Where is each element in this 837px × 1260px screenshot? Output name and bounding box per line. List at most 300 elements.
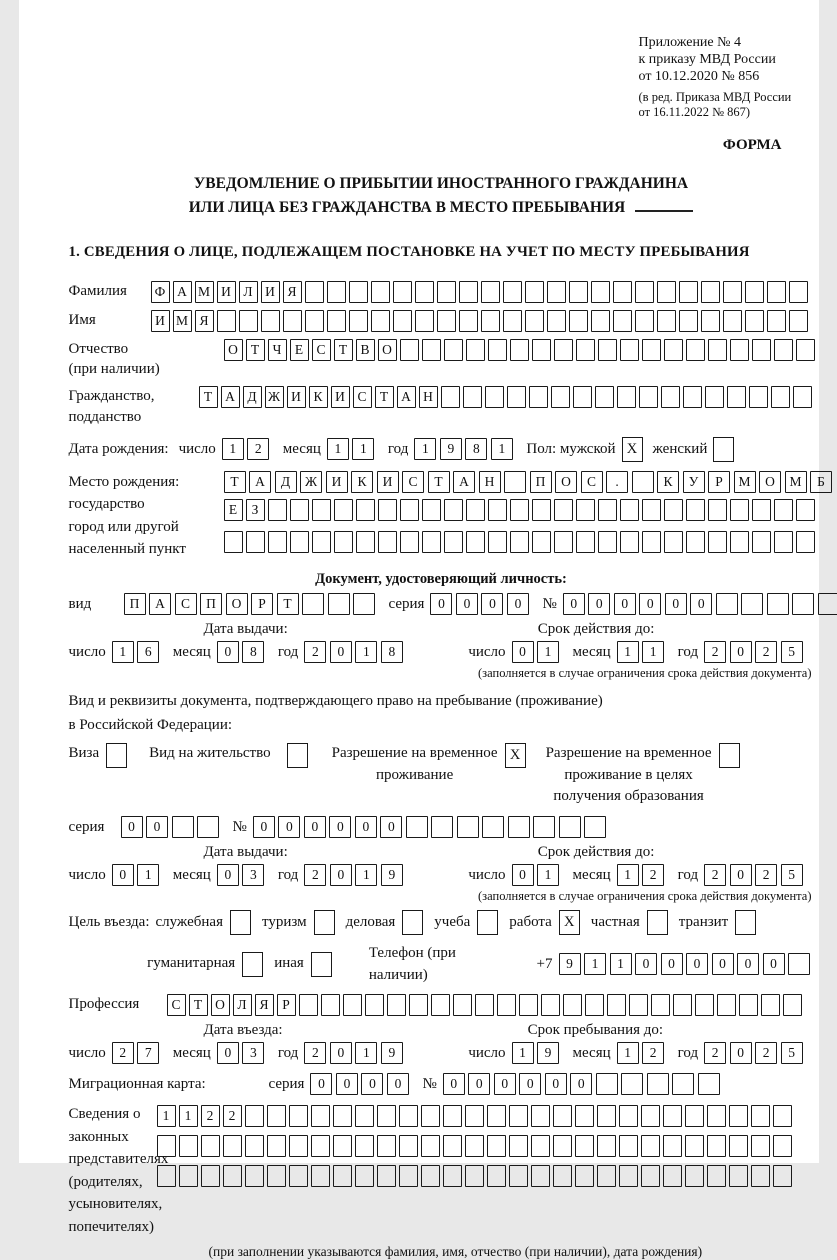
char-cell[interactable]: 0 [387,1073,409,1095]
char-cell[interactable] [591,310,610,332]
char-cell[interactable] [415,310,434,332]
char-cell[interactable] [673,994,692,1016]
char-cell[interactable] [443,1135,462,1157]
char-cell[interactable]: С [581,471,603,493]
char-cell[interactable]: С [175,593,197,615]
char-cell[interactable] [773,1105,792,1127]
char-cell[interactable] [629,994,648,1016]
char-cell[interactable] [378,499,397,521]
char-cell[interactable]: 0 [481,593,503,615]
char-cell[interactable]: 1 [414,438,436,460]
char-cell[interactable]: И [151,310,170,332]
char-cell[interactable] [239,310,258,332]
char-cell[interactable] [509,1135,528,1157]
checkbox[interactable]: X [559,910,580,935]
char-cell[interactable] [554,339,573,361]
char-cell[interactable] [444,339,463,361]
char-cell[interactable] [664,531,683,553]
char-cell[interactable] [409,994,428,1016]
char-cell[interactable] [457,816,479,838]
char-cell[interactable]: . [606,471,628,493]
char-cell[interactable] [632,471,654,493]
residence-permit-checkbox[interactable] [287,743,308,768]
char-cell[interactable] [245,1105,264,1127]
char-cell[interactable] [531,1165,550,1187]
char-cell[interactable]: О [555,471,577,493]
char-cell[interactable] [217,310,236,332]
char-cell[interactable]: 0 [278,816,300,838]
char-cell[interactable] [157,1135,176,1157]
char-cell[interactable]: К [309,386,328,408]
char-cell[interactable] [818,593,837,615]
char-cell[interactable] [353,593,375,615]
char-cell[interactable]: 2 [223,1105,242,1127]
char-cell[interactable]: 2 [704,1042,726,1064]
char-cell[interactable] [510,499,529,521]
sex-female-checkbox[interactable] [713,437,734,462]
char-cell[interactable] [642,531,661,553]
char-cell[interactable] [261,310,280,332]
char-cell[interactable] [553,1165,572,1187]
char-cell[interactable] [716,593,738,615]
char-cell[interactable]: А [221,386,240,408]
char-cell[interactable]: Т [375,386,394,408]
char-cell[interactable] [553,1105,572,1127]
char-cell[interactable] [657,281,676,303]
char-cell[interactable] [268,531,287,553]
char-cell[interactable]: Л [239,281,258,303]
char-cell[interactable]: Я [195,310,214,332]
char-cell[interactable] [453,994,472,1016]
char-cell[interactable] [321,994,340,1016]
char-cell[interactable] [400,531,419,553]
char-cell[interactable] [377,1105,396,1127]
char-cell[interactable]: 2 [247,438,269,460]
char-cell[interactable] [532,499,551,521]
char-cell[interactable] [575,1135,594,1157]
char-cell[interactable] [415,281,434,303]
char-cell[interactable] [559,816,581,838]
char-cell[interactable]: 1 [179,1105,198,1127]
char-cell[interactable]: 0 [330,1042,352,1064]
char-cell[interactable] [481,281,500,303]
char-cell[interactable]: 0 [639,593,661,615]
char-cell[interactable]: И [377,471,399,493]
char-cell[interactable]: 0 [146,816,168,838]
char-cell[interactable]: 7 [137,1042,159,1064]
char-cell[interactable]: 0 [456,593,478,615]
char-cell[interactable] [399,1165,418,1187]
char-cell[interactable] [751,1135,770,1157]
char-cell[interactable] [727,386,746,408]
char-cell[interactable]: 5 [781,1042,803,1064]
char-cell[interactable]: Е [290,339,309,361]
char-cell[interactable]: 1 [157,1105,176,1127]
char-cell[interactable] [642,339,661,361]
char-cell[interactable] [519,994,538,1016]
char-cell[interactable] [585,994,604,1016]
char-cell[interactable] [508,816,530,838]
char-cell[interactable]: Т [246,339,265,361]
char-cell[interactable] [289,1105,308,1127]
char-cell[interactable]: Р [277,994,296,1016]
char-cell[interactable] [312,531,331,553]
char-cell[interactable] [333,1105,352,1127]
char-cell[interactable]: Ч [268,339,287,361]
char-cell[interactable]: 0 [545,1073,567,1095]
char-cell[interactable]: 8 [465,438,487,460]
char-cell[interactable] [619,1165,638,1187]
char-cell[interactable]: 0 [614,593,636,615]
char-cell[interactable] [475,994,494,1016]
char-cell[interactable]: Р [251,593,273,615]
char-cell[interactable] [661,386,680,408]
char-cell[interactable] [708,531,727,553]
char-cell[interactable] [387,994,406,1016]
char-cell[interactable] [267,1165,286,1187]
char-cell[interactable] [365,994,384,1016]
char-cell[interactable] [509,1165,528,1187]
char-cell[interactable]: 1 [222,438,244,460]
char-cell[interactable] [584,816,606,838]
char-cell[interactable] [421,1135,440,1157]
char-cell[interactable] [597,1105,616,1127]
char-cell[interactable] [311,1165,330,1187]
char-cell[interactable] [598,499,617,521]
char-cell[interactable] [613,310,632,332]
char-cell[interactable] [707,1105,726,1127]
char-cell[interactable] [796,499,815,521]
char-cell[interactable] [767,281,786,303]
char-cell[interactable] [311,1105,330,1127]
char-cell[interactable]: 0 [737,953,759,975]
char-cell[interactable]: 1 [355,864,377,886]
char-cell[interactable]: 1 [617,641,639,663]
char-cell[interactable] [597,1135,616,1157]
char-cell[interactable] [621,1073,643,1095]
char-cell[interactable] [663,1105,682,1127]
char-cell[interactable] [355,1105,374,1127]
char-cell[interactable] [619,1105,638,1127]
char-cell[interactable] [679,281,698,303]
char-cell[interactable] [774,531,793,553]
char-cell[interactable]: 0 [507,593,529,615]
char-cell[interactable] [349,310,368,332]
char-cell[interactable] [290,531,309,553]
char-cell[interactable]: 2 [112,1042,134,1064]
char-cell[interactable]: 0 [443,1073,465,1095]
char-cell[interactable] [459,281,478,303]
char-cell[interactable] [796,339,815,361]
char-cell[interactable] [698,1073,720,1095]
char-cell[interactable] [533,816,555,838]
char-cell[interactable] [267,1135,286,1157]
char-cell[interactable] [431,816,453,838]
char-cell[interactable]: И [326,471,348,493]
char-cell[interactable]: А [249,471,271,493]
char-cell[interactable] [328,593,350,615]
char-cell[interactable]: Т [199,386,218,408]
char-cell[interactable] [773,1135,792,1157]
char-cell[interactable]: 1 [537,641,559,663]
char-cell[interactable] [531,1135,550,1157]
char-cell[interactable] [767,310,786,332]
char-cell[interactable] [723,281,742,303]
char-cell[interactable]: 0 [430,593,452,615]
char-cell[interactable] [482,816,504,838]
char-cell[interactable]: М [195,281,214,303]
char-cell[interactable]: 2 [704,864,726,886]
char-cell[interactable]: 0 [310,1073,332,1095]
char-cell[interactable] [783,994,802,1016]
char-cell[interactable]: 2 [201,1105,220,1127]
checkbox[interactable] [230,910,251,935]
char-cell[interactable]: А [453,471,475,493]
char-cell[interactable]: Н [419,386,438,408]
char-cell[interactable]: 0 [121,816,143,838]
checkbox[interactable] [402,910,423,935]
char-cell[interactable] [547,281,566,303]
char-cell[interactable] [223,1165,242,1187]
char-cell[interactable]: 0 [304,816,326,838]
char-cell[interactable] [334,531,353,553]
char-cell[interactable] [333,1165,352,1187]
char-cell[interactable] [576,339,595,361]
char-cell[interactable]: Д [275,471,297,493]
char-cell[interactable]: 0 [763,953,785,975]
char-cell[interactable] [197,816,219,838]
char-cell[interactable] [525,281,544,303]
char-cell[interactable] [246,531,265,553]
char-cell[interactable] [245,1135,264,1157]
char-cell[interactable]: 0 [690,593,712,615]
char-cell[interactable] [663,1135,682,1157]
char-cell[interactable]: 1 [584,953,606,975]
char-cell[interactable]: 3 [242,864,264,886]
char-cell[interactable] [305,310,324,332]
char-cell[interactable] [707,1135,726,1157]
char-cell[interactable] [701,310,720,332]
char-cell[interactable] [679,310,698,332]
char-cell[interactable] [686,531,705,553]
char-cell[interactable] [290,499,309,521]
char-cell[interactable] [619,1135,638,1157]
char-cell[interactable]: 1 [610,953,632,975]
char-cell[interactable]: М [785,471,807,493]
char-cell[interactable]: З [246,499,265,521]
char-cell[interactable]: М [734,471,756,493]
char-cell[interactable] [685,1105,704,1127]
char-cell[interactable] [752,339,771,361]
char-cell[interactable]: 9 [381,864,403,886]
char-cell[interactable] [399,1135,418,1157]
char-cell[interactable]: 0 [361,1073,383,1095]
char-cell[interactable]: 1 [617,1042,639,1064]
char-cell[interactable]: М [173,310,192,332]
char-cell[interactable] [179,1135,198,1157]
char-cell[interactable]: 0 [730,864,752,886]
char-cell[interactable] [488,531,507,553]
char-cell[interactable]: Ж [300,471,322,493]
sex-male-checkbox[interactable]: X [622,437,643,462]
char-cell[interactable]: Т [428,471,450,493]
char-cell[interactable] [356,531,375,553]
char-cell[interactable] [356,499,375,521]
char-cell[interactable] [617,386,636,408]
char-cell[interactable]: В [356,339,375,361]
char-cell[interactable]: 2 [755,641,777,663]
char-cell[interactable] [268,499,287,521]
char-cell[interactable] [751,1165,770,1187]
char-cell[interactable]: Т [224,471,246,493]
char-cell[interactable]: Д [243,386,262,408]
char-cell[interactable] [441,386,460,408]
char-cell[interactable] [575,1105,594,1127]
char-cell[interactable]: И [217,281,236,303]
char-cell[interactable] [576,499,595,521]
char-cell[interactable] [371,281,390,303]
char-cell[interactable] [686,339,705,361]
char-cell[interactable]: 1 [355,641,377,663]
char-cell[interactable]: 0 [494,1073,516,1095]
char-cell[interactable] [487,1165,506,1187]
char-cell[interactable] [707,1165,726,1187]
char-cell[interactable] [647,1073,669,1095]
char-cell[interactable]: 9 [440,438,462,460]
char-cell[interactable] [504,471,526,493]
char-cell[interactable]: 2 [704,641,726,663]
char-cell[interactable] [686,499,705,521]
char-cell[interactable]: Б [810,471,832,493]
char-cell[interactable]: 1 [617,864,639,886]
char-cell[interactable] [664,499,683,521]
char-cell[interactable] [771,386,790,408]
char-cell[interactable] [465,1105,484,1127]
char-cell[interactable] [443,1105,462,1127]
char-cell[interactable] [551,386,570,408]
char-cell[interactable] [465,1165,484,1187]
char-cell[interactable] [312,499,331,521]
char-cell[interactable] [311,1135,330,1157]
char-cell[interactable]: 0 [686,953,708,975]
char-cell[interactable] [481,310,500,332]
checkbox[interactable] [311,952,332,977]
char-cell[interactable]: 8 [242,641,264,663]
char-cell[interactable] [503,310,522,332]
char-cell[interactable] [201,1165,220,1187]
char-cell[interactable] [729,1105,748,1127]
char-cell[interactable]: 6 [137,641,159,663]
char-cell[interactable] [466,531,485,553]
char-cell[interactable] [349,281,368,303]
char-cell[interactable]: 0 [635,953,657,975]
char-cell[interactable]: С [167,994,186,1016]
char-cell[interactable]: 2 [642,864,664,886]
char-cell[interactable] [569,281,588,303]
char-cell[interactable] [729,1165,748,1187]
char-cell[interactable] [635,310,654,332]
char-cell[interactable] [371,310,390,332]
checkbox[interactable] [314,910,335,935]
char-cell[interactable] [378,531,397,553]
char-cell[interactable] [730,339,749,361]
char-cell[interactable] [793,386,812,408]
char-cell[interactable]: К [351,471,373,493]
char-cell[interactable]: 0 [712,953,734,975]
char-cell[interactable]: 2 [304,641,326,663]
char-cell[interactable]: 0 [730,1042,752,1064]
char-cell[interactable]: К [657,471,679,493]
char-cell[interactable]: 1 [352,438,374,460]
char-cell[interactable]: П [200,593,222,615]
char-cell[interactable] [507,386,526,408]
char-cell[interactable]: 1 [112,641,134,663]
char-cell[interactable] [752,531,771,553]
char-cell[interactable] [421,1105,440,1127]
char-cell[interactable]: А [149,593,171,615]
char-cell[interactable] [334,499,353,521]
char-cell[interactable]: 0 [512,641,534,663]
char-cell[interactable]: Ф [151,281,170,303]
char-cell[interactable] [595,386,614,408]
char-cell[interactable] [327,310,346,332]
char-cell[interactable] [663,1165,682,1187]
char-cell[interactable] [421,1165,440,1187]
char-cell[interactable]: 1 [327,438,349,460]
char-cell[interactable] [400,499,419,521]
char-cell[interactable]: 2 [304,1042,326,1064]
char-cell[interactable] [751,1105,770,1127]
char-cell[interactable] [532,339,551,361]
char-cell[interactable] [488,339,507,361]
char-cell[interactable]: 9 [559,953,581,975]
char-cell[interactable] [283,310,302,332]
char-cell[interactable] [730,531,749,553]
char-cell[interactable]: Т [277,593,299,615]
char-cell[interactable] [305,281,324,303]
char-cell[interactable] [487,1135,506,1157]
char-cell[interactable] [466,339,485,361]
char-cell[interactable]: Я [283,281,302,303]
char-cell[interactable] [685,1135,704,1157]
char-cell[interactable] [613,281,632,303]
char-cell[interactable] [302,593,324,615]
char-cell[interactable] [327,281,346,303]
char-cell[interactable]: П [124,593,146,615]
char-cell[interactable] [773,1165,792,1187]
char-cell[interactable] [223,1135,242,1157]
char-cell[interactable] [723,310,742,332]
char-cell[interactable] [531,1105,550,1127]
char-cell[interactable] [708,499,727,521]
char-cell[interactable] [708,339,727,361]
char-cell[interactable]: 2 [642,1042,664,1064]
char-cell[interactable] [767,593,789,615]
char-cell[interactable]: 0 [563,593,585,615]
char-cell[interactable] [563,994,582,1016]
char-cell[interactable]: О [378,339,397,361]
char-cell[interactable] [465,1135,484,1157]
char-cell[interactable] [437,281,456,303]
char-cell[interactable] [459,310,478,332]
char-cell[interactable] [529,386,548,408]
char-cell[interactable]: 2 [304,864,326,886]
char-cell[interactable] [157,1165,176,1187]
char-cell[interactable] [443,1165,462,1187]
char-cell[interactable] [701,281,720,303]
char-cell[interactable]: 0 [217,864,239,886]
checkbox[interactable] [242,952,263,977]
